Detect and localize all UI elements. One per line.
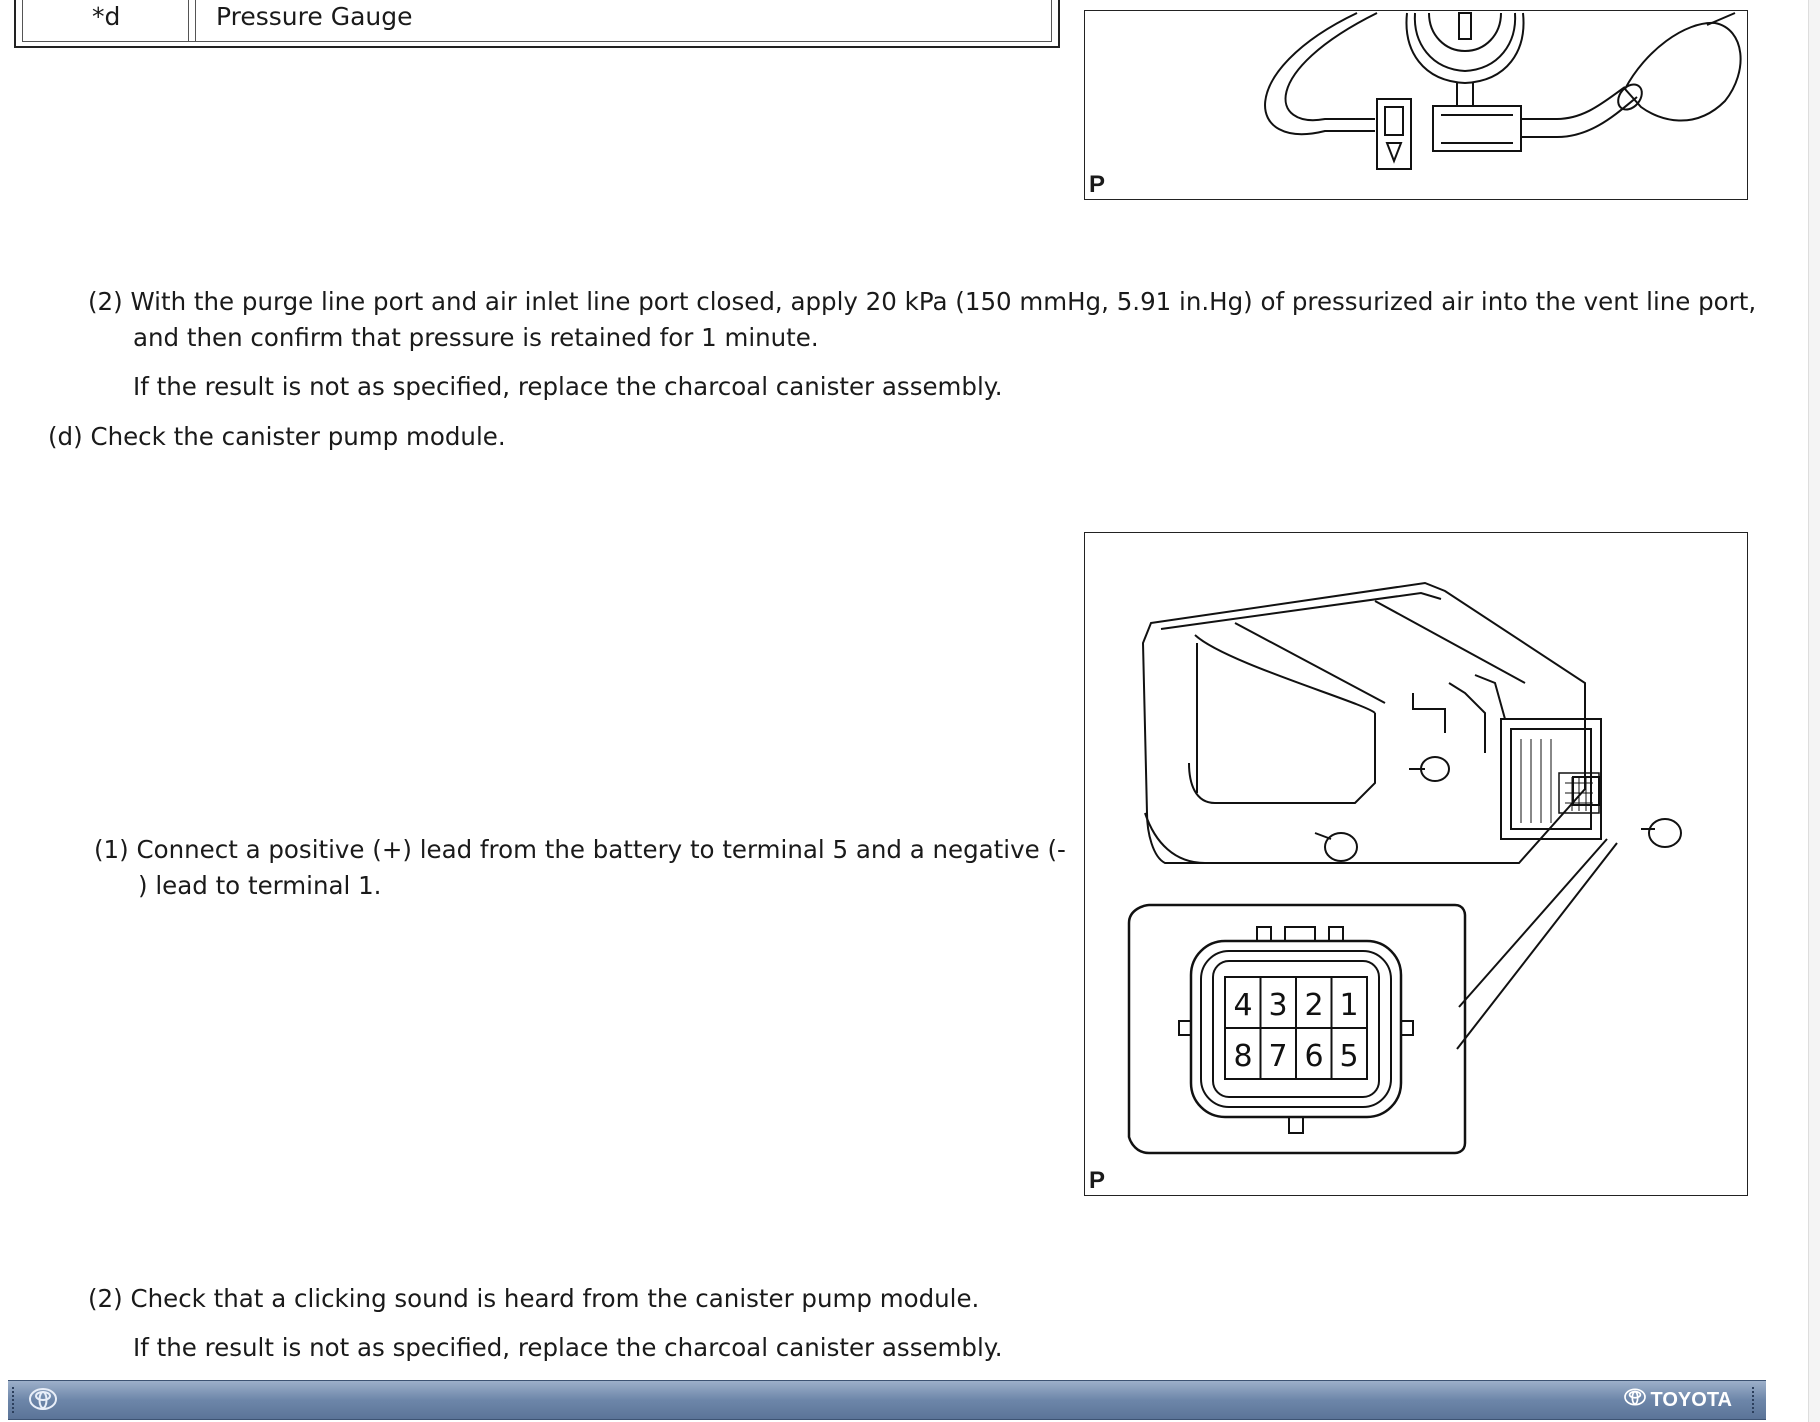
terminal-2: 2 (1304, 988, 1324, 1023)
toyota-brand (1623, 1387, 1732, 1414)
terminal-1: 1 (1339, 988, 1359, 1023)
legend-value: Pressure Gauge (216, 2, 413, 31)
step-c2-line1: (2) With the purge line port and air inlet line port closed, apply 20 kPa (150 mmHg, 5.91 in.Hg) of pressurized air into the vent line port, (88, 287, 1757, 316)
legend-key: *d (92, 2, 121, 31)
terminal-5: 5 (1339, 1039, 1359, 1074)
step-c2-result: If the result is not as specified, replace the charcoal canister assembly. (133, 372, 1003, 401)
toyota-emblem-icon[interactable] (28, 1386, 58, 1412)
terminal-7: 7 (1268, 1039, 1288, 1074)
step-d2-text: (2) Check that a clicking sound is heard from the canister pump module. (88, 1284, 980, 1313)
terminal-4: 4 (1233, 988, 1253, 1023)
step-d1-line1: (1) Connect a positive (+) lead from the battery to terminal 5 and a negative (- (94, 835, 1066, 864)
figure-label: P (1089, 171, 1106, 198)
pressure-gauge-figure (1084, 10, 1748, 200)
canister-drawing (1085, 533, 1747, 1195)
terminal-6: 6 (1304, 1039, 1324, 1074)
canister-pump-figure (1084, 532, 1748, 1196)
toolbar-grip-left[interactable] (12, 1387, 20, 1413)
step-c2-line2: and then confirm that pressure is retained for 1 minute. (133, 323, 819, 352)
toolbar-grip-right[interactable] (1752, 1387, 1760, 1413)
toyota-emblem-icon (1623, 1387, 1647, 1414)
step-d-heading: (d) Check the canister pump module. (48, 422, 506, 451)
step-d1-line2: ) lead to terminal 1. (138, 871, 382, 900)
pressure-gauge-drawing (1085, 11, 1747, 199)
step-d2-result: If the result is not as specified, replace the charcoal canister assembly. (133, 1333, 1003, 1362)
terminal-3: 3 (1268, 988, 1288, 1023)
bottom-toolbar (8, 1380, 1766, 1420)
scrollbar-edge[interactable] (1808, 0, 1820, 1422)
legend-table (14, 0, 1060, 48)
brand-text: TOYOTA (1650, 1389, 1732, 1411)
terminal-8: 8 (1233, 1039, 1253, 1074)
figure-label: P (1089, 1167, 1106, 1194)
